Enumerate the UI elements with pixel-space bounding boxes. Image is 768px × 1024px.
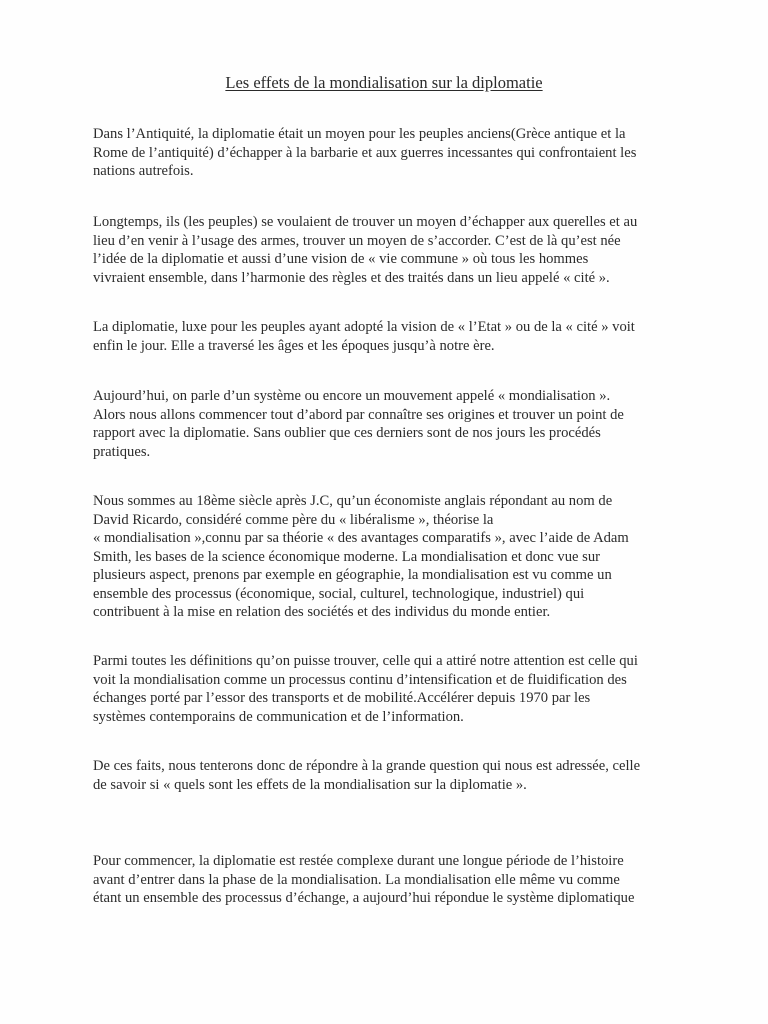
paragraph-line: Rome de l’antiquité) d’échapper à la barbarie et aux guerres incessantes qui confrontaient les	[93, 144, 637, 161]
paragraph-line: Dans l’Antiquité, la diplomatie était un moyen pour les peuples anciens(Grèce antique et la	[93, 126, 626, 142]
paragraph-line: vivraient ensemble, dans l’harmonie des règles et des traités dans un lieu appelé « cité ».	[93, 269, 610, 286]
paragraph-line: échanges porté par l’essor des transports et de mobilité.Accélérer depuis 1970 par les	[93, 690, 591, 706]
paragraph-line: ensemble des processus (économique, social, culturel, technologique, industriel) qui	[93, 585, 585, 602]
paragraph-7	[93, 757, 683, 794]
paragraph-line: rapport avec la diplomatie. Sans oublier que ces derniers sont de nos jours les procédés	[93, 425, 601, 441]
paragraph-line: « mondialisation »,connu par sa théorie « des avantages comparatifs », avec l’aide de Adam	[93, 530, 629, 546]
paragraph-2	[93, 213, 683, 287]
paragraph-line: étant un ensemble des processus d’échange, a aujourd’hui répondue le système diplomatique	[93, 890, 635, 906]
paragraph-line: de savoir si « quels sont les effets de la mondialisation sur la diplomatie ».	[93, 776, 527, 793]
paragraph-line: lieu d’en venir à l’usage des armes, trouver un moyen de s’accorder. C’est de là qu’est née	[93, 232, 621, 249]
paragraph-6	[93, 652, 683, 726]
paragraph-line: Pour commencer, la diplomatie est restée complexe durant une longue période de l’histoire	[93, 853, 624, 869]
paragraph-line: Nous sommes au 18ème siècle après J.C, qu’un économiste anglais répondant au nom de	[93, 493, 613, 509]
paragraph-line: Longtemps, ils (les peuples) se voulaient de trouver un moyen d’échapper aux querelles et au	[93, 214, 638, 230]
paragraph-line: Parmi toutes les définitions qu’on puisse trouver, celle qui a attiré notre attention est celle qui	[93, 653, 638, 669]
paragraph-line: avant d’entrer dans la phase de la mondialisation. La mondialisation elle même vu comme	[93, 871, 620, 888]
paragraph-line: l’idée de la diplomatie et aussi d’une vision de « vie commune » où tous les hommes	[93, 251, 589, 267]
paragraph-line: Alors nous allons commencer tout d’abord par connaître ses origines et trouver un point de	[93, 406, 624, 423]
paragraph-4	[93, 387, 683, 461]
paragraph-line: nations autrefois.	[93, 163, 194, 179]
paragraph-line: enfin le jour. Elle a traversé les âges et les époques jusqu’à notre ère.	[93, 337, 495, 354]
paragraph-line: voit la mondialisation comme un processus continu d’intensification et de fluidification des	[93, 671, 627, 688]
paragraph-line: De ces faits, nous tenterons donc de répondre à la grande question qui nous est adressée, celle	[93, 758, 641, 774]
paragraph-8	[93, 852, 683, 908]
paragraph-1	[93, 125, 683, 181]
paragraph-line: La diplomatie, luxe pour les peuples ayant adopté la vision de « l’Etat » ou de la « cité » voit	[93, 319, 635, 335]
paragraph-line: David Ricardo, considéré comme père du « libéralisme », théorise la	[93, 511, 494, 528]
document-title: Les effets de la mondialisation sur la diplomatie	[225, 73, 543, 92]
paragraph-line: pratiques.	[93, 443, 151, 460]
paragraph-5	[93, 492, 683, 622]
paragraph-line: Aujourd’hui, on parle d’un système ou encore un mouvement appelé « mondialisation ».	[93, 388, 611, 404]
paragraph-line: Smith, les bases de la science économique moderne. La mondialisation et donc vue sur	[93, 548, 600, 565]
paragraph-3	[93, 318, 683, 355]
paragraph-line: systèmes contemporains de communication et de l’information.	[93, 708, 464, 725]
paragraph-line: plusieurs aspect, prenons par exemple en géographie, la mondialisation est vu comme un	[93, 567, 612, 583]
paragraph-line: contribuent à la mise en relation des sociétés et des individus du monde entier.	[93, 604, 551, 620]
